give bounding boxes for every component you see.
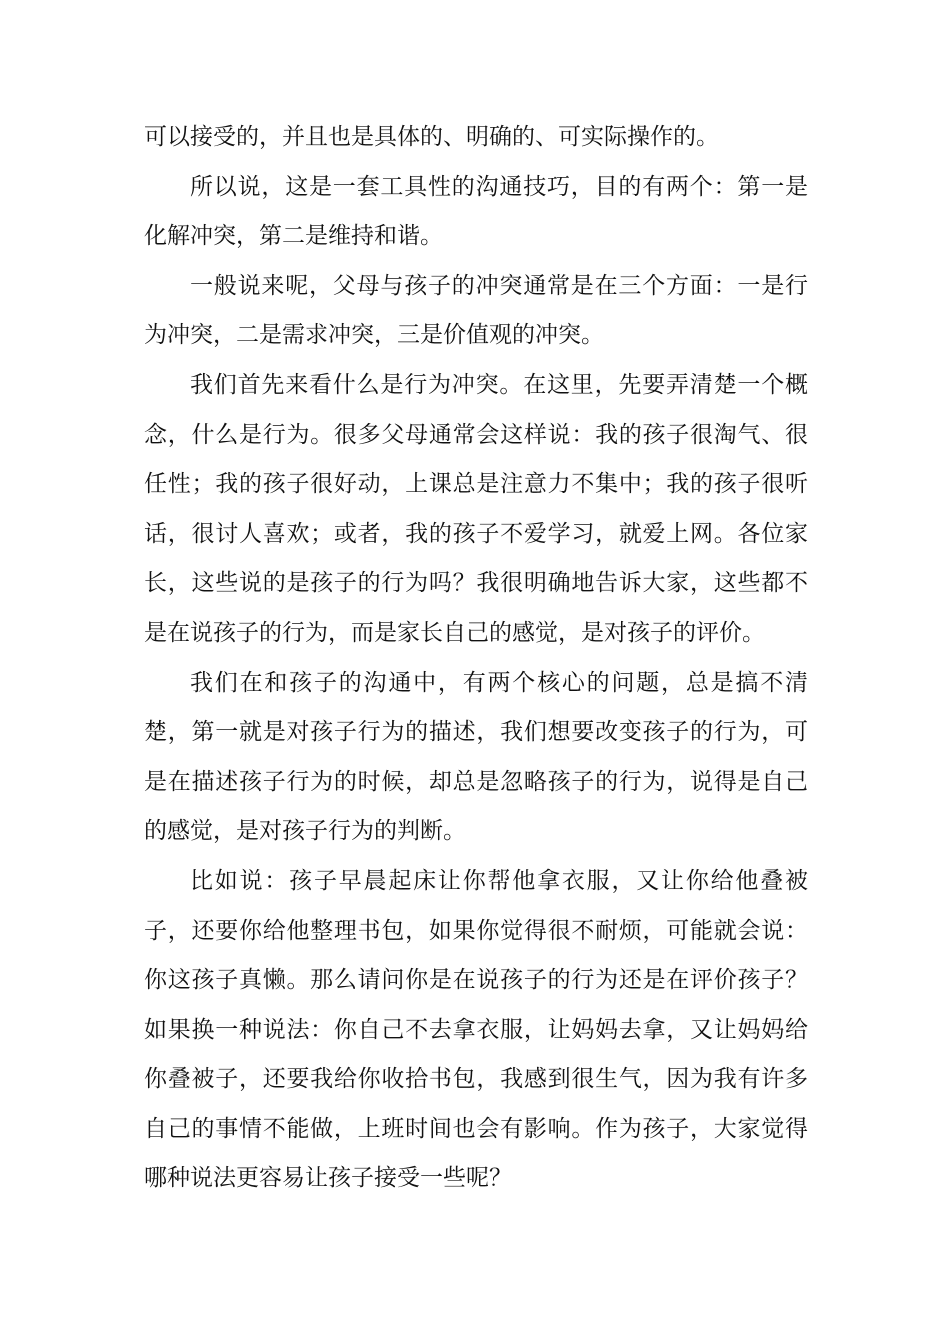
paragraph-3: 一般说来呢，父母与孩子的冲突通常是在三个方面：一是行为冲突，二是需求冲突，三是价值观的冲突。	[144, 272, 808, 349]
paragraph-4: 我们首先来看什么是行为冲突。在这里，先要弄清楚一个概念，什么是行为。很多父母通常会这样说：我的孩子很淘气、很任性；我的孩子很好动，上课总是注意力不集中；我的孩子很听话，很讨人喜欢；或者，我的孩子不爱学习，就爱上网。各位家长，这些说的是孩子的行为吗？我很明确地告诉大家，这些都不是在说孩子的行为，而是家长自己的感觉，是对孩子的评价。	[144, 371, 808, 646]
paragraph-1: 可以接受的，并且也是具体的、明确的、可实际操作的。	[144, 124, 719, 150]
paragraph-2: 所以说，这是一套工具性的沟通技巧，目的有两个：第一是化解冲突，第二是维持和谐。	[144, 173, 808, 250]
paragraph-5: 我们在和孩子的沟通中，有两个核心的问题，总是搞不清楚，第一就是对孩子行为的描述，我们想要改变孩子的行为，可是在描述孩子行为的时候，却总是忽略孩子的行为，说得是自己的感觉，是对孩子行为的判断。	[144, 669, 808, 845]
paragraph-6: 比如说：孩子早晨起床让你帮他拿衣服，又让你给他叠被子，还要你给他整理书包，如果你觉得很不耐烦，可能就会说：你这孩子真懒。那么请问你是在说孩子的行为还是在评价孩子？如果换一种说法：你自己不去拿衣服，让妈妈去拿，又让妈妈给你叠被子，还要我给你收拾书包，我感到很生气，因为我有许多自己的事情不能做，上班时间也会有影响。作为孩子，大家觉得哪种说法更容易让孩子接受一些呢？	[144, 867, 808, 1192]
document-body	[144, 113, 808, 1204]
